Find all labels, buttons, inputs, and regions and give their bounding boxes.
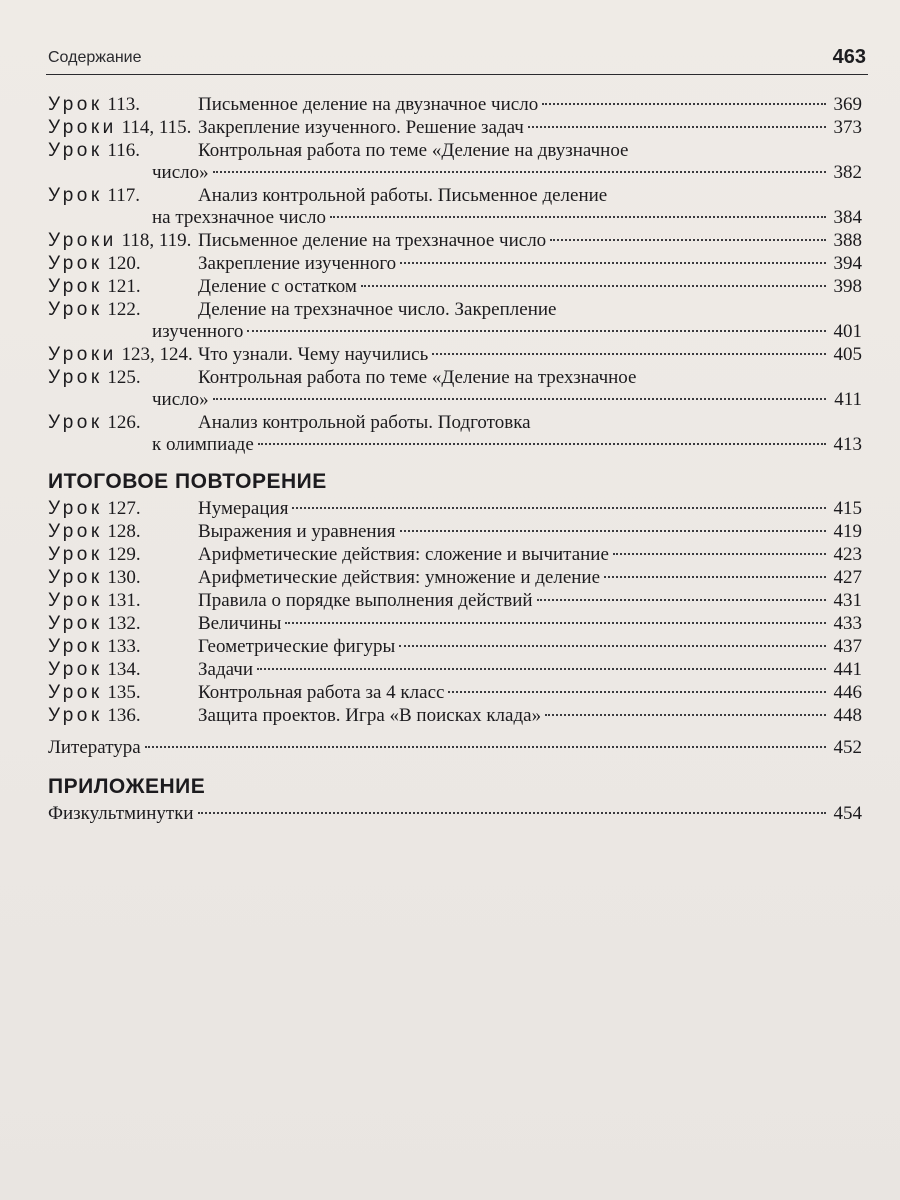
lesson-page: 401 [833, 321, 862, 342]
appendix-list [48, 803, 862, 825]
lesson-heading [48, 276, 198, 298]
dot-leader [550, 239, 826, 241]
dot-leader [613, 553, 826, 555]
dot-leader [528, 126, 826, 128]
lesson-label: Урок [48, 521, 103, 542]
lesson-label: Урок [48, 367, 103, 388]
lesson-label: Урок [48, 682, 103, 703]
lesson-page: 382 [833, 162, 862, 183]
lesson-page: 437 [833, 636, 862, 657]
lesson-title: Арифметические действия: умножение и деление [198, 567, 601, 588]
lesson-heading [48, 140, 198, 162]
lesson-label: Урок [48, 613, 103, 634]
dot-leader [213, 398, 826, 400]
lesson-heading [48, 412, 198, 434]
lesson-label: Урок [48, 412, 103, 433]
lesson-title: Геометрические фигуры [198, 636, 396, 657]
lesson-label: Урок [48, 659, 103, 680]
lesson-number: 122. [107, 299, 141, 320]
lesson-page: 433 [833, 613, 862, 634]
dot-leader [400, 262, 826, 264]
section-title-final-review: ИТОГОВОЕ ПОВТОРЕНИЕ [48, 470, 327, 493]
lesson-page: 423 [833, 544, 862, 565]
dot-leader [213, 171, 826, 173]
header-title: Содержание [48, 49, 142, 66]
toc-entry[interactable] [48, 253, 862, 275]
lesson-title: Выражения и уравнения [198, 521, 396, 542]
toc-entry-line [48, 705, 862, 727]
dot-leader [292, 507, 826, 509]
dot-leader [285, 622, 826, 624]
lesson-number: 129. [107, 544, 141, 565]
toc-entry-line [48, 230, 862, 252]
lesson-page: 369 [833, 94, 862, 115]
lesson-heading [48, 544, 198, 566]
dot-leader [145, 746, 826, 748]
toc-entry[interactable] [48, 659, 862, 681]
toc-entry-line [48, 498, 862, 520]
toc-entry-line [48, 162, 862, 184]
lesson-number: 131. [107, 590, 141, 611]
lesson-page: 419 [833, 521, 862, 542]
toc-entry[interactable] [48, 117, 862, 139]
lesson-label: Урок [48, 590, 103, 611]
toc-entry[interactable] [48, 613, 862, 635]
dot-leader [432, 353, 826, 355]
lesson-title: Что узнали. Чему научились [198, 344, 429, 365]
toc-entry[interactable] [48, 276, 862, 298]
toc-entry[interactable] [48, 367, 862, 411]
table-of-contents [48, 94, 862, 826]
lesson-label: Уроки [48, 344, 117, 365]
lesson-page: 441 [833, 659, 862, 680]
toc-entry[interactable] [48, 140, 862, 184]
lesson-title: Анализ контрольной работы. Подготовка [198, 412, 531, 433]
lesson-label: Урок [48, 299, 103, 320]
lesson-title: Контрольная работа по теме «Деление на трехзначное [198, 367, 637, 388]
lesson-label: Уроки [48, 230, 117, 251]
literature-title: Литература [48, 737, 141, 758]
lesson-title: Правила о порядке выполнения действий [198, 590, 533, 611]
lesson-title: Письменное деление на трехзначное число [198, 230, 547, 251]
toc-entry-line [48, 117, 862, 139]
lesson-title: Задачи [198, 659, 254, 680]
toc-entry[interactable] [48, 544, 862, 566]
lesson-heading [48, 521, 198, 543]
toc-entry-line [48, 94, 862, 116]
lesson-label: Урок [48, 276, 103, 297]
lesson-number: 132. [107, 613, 141, 634]
toc-entry[interactable] [48, 185, 862, 229]
dot-leader [604, 576, 826, 578]
toc-entry[interactable] [48, 590, 862, 612]
lessons-list-b [48, 498, 862, 727]
toc-entry-line [48, 544, 862, 566]
dot-leader [400, 530, 826, 532]
lesson-title: Закрепление изученного. Решение задач [198, 117, 524, 138]
lesson-heading [48, 659, 198, 681]
lesson-title: число» [152, 389, 209, 410]
lesson-page: 388 [833, 230, 862, 251]
lesson-number: 116. [107, 140, 140, 161]
toc-entry-line [48, 185, 862, 207]
lesson-number: 134. [107, 659, 141, 680]
appendix-title: Физкультминутки [48, 803, 194, 824]
toc-entry-line [48, 521, 862, 543]
toc-entry[interactable] [48, 344, 862, 366]
dot-leader [198, 812, 826, 814]
toc-entry-line [48, 389, 862, 411]
toc-entry-appendix[interactable] [48, 803, 862, 825]
lesson-number: 121. [107, 276, 141, 297]
dot-leader [448, 691, 826, 693]
dot-leader [258, 443, 826, 445]
lesson-number: 123, 124. [121, 344, 193, 365]
toc-entry[interactable] [48, 94, 862, 116]
toc-entry-literature[interactable] [48, 737, 862, 759]
lesson-number: 114, 115. [121, 117, 192, 138]
toc-entry-line [48, 207, 862, 229]
dot-leader [537, 599, 826, 601]
literature-page: 452 [833, 737, 862, 758]
toc-entry-line [48, 344, 862, 366]
lesson-page: 411 [834, 389, 862, 410]
lesson-title: Анализ контрольной работы. Письменное деление [198, 185, 608, 206]
lesson-title: Деление на трехзначное число. Закрепление [198, 299, 557, 320]
toc-entry-line [48, 659, 862, 681]
lesson-number: 113. [107, 94, 140, 115]
toc-entry-line [48, 321, 862, 343]
dot-leader [399, 645, 826, 647]
lesson-heading [48, 367, 198, 389]
lesson-page: 373 [833, 117, 862, 138]
toc-entry[interactable] [48, 299, 862, 343]
lesson-title: Закрепление изученного [198, 253, 397, 274]
toc-entry-line [48, 412, 862, 434]
lesson-number: 128. [107, 521, 141, 542]
lesson-number: 118, 119. [121, 230, 192, 251]
lesson-number: 133. [107, 636, 141, 657]
lesson-heading [48, 636, 198, 658]
toc-entry-line [48, 803, 862, 825]
toc-entry-line [48, 567, 862, 589]
lesson-label: Уроки [48, 117, 117, 138]
lesson-heading [48, 567, 198, 589]
lesson-heading [48, 682, 198, 704]
toc-entry[interactable] [48, 521, 862, 543]
header-page-number: 463 [832, 46, 866, 68]
toc-entry-line [48, 299, 862, 321]
dot-leader [257, 668, 826, 670]
lesson-title: Контрольная работа за 4 класс [198, 682, 445, 703]
toc-entry[interactable] [48, 567, 862, 589]
toc-entry-line [48, 276, 862, 298]
lesson-title: к олимпиаде [152, 434, 254, 455]
lessons-list-a [48, 94, 862, 456]
toc-entry[interactable] [48, 636, 862, 658]
lesson-page: 448 [833, 705, 862, 726]
lesson-heading [48, 344, 198, 366]
lesson-title: Арифметические действия: сложение и вычитание [198, 544, 609, 565]
toc-entry-line [48, 367, 862, 389]
lesson-number: 117. [107, 185, 140, 206]
lesson-page: 415 [833, 498, 862, 519]
lesson-number: 125. [107, 367, 141, 388]
lesson-title: число» [152, 162, 209, 183]
lesson-label: Урок [48, 498, 103, 519]
lesson-label: Урок [48, 705, 103, 726]
lesson-number: 136. [107, 705, 141, 726]
dot-leader [247, 330, 826, 332]
lesson-heading [48, 498, 198, 520]
lesson-heading [48, 299, 198, 321]
lesson-title: Величины [198, 613, 282, 634]
lesson-number: 130. [107, 567, 141, 588]
lesson-heading [48, 705, 198, 727]
dot-leader [545, 714, 826, 716]
lesson-page: 405 [833, 344, 862, 365]
dot-leader [542, 103, 826, 105]
lesson-heading [48, 94, 198, 116]
lesson-title: Деление с остатком [198, 276, 357, 297]
lesson-label: Урок [48, 567, 103, 588]
section-title-appendix: ПРИЛОЖЕНИЕ [48, 775, 206, 798]
lesson-number: 120. [107, 253, 141, 274]
toc-entry[interactable] [48, 412, 862, 456]
lesson-page: 398 [833, 276, 862, 297]
lesson-number: 135. [107, 682, 141, 703]
lesson-page: 431 [833, 590, 862, 611]
lesson-heading [48, 253, 198, 275]
lesson-label: Урок [48, 544, 103, 565]
lesson-title: Контрольная работа по теме «Деление на двузначное [198, 140, 629, 161]
lesson-title: на трехзначное число [152, 207, 326, 228]
lesson-heading [48, 590, 198, 612]
lesson-page: 427 [833, 567, 862, 588]
toc-entry-line [48, 682, 862, 704]
toc-entry-line [48, 253, 862, 275]
lesson-title: Нумерация [198, 498, 289, 519]
lesson-heading [48, 185, 198, 207]
running-header [46, 42, 868, 75]
lesson-heading [48, 230, 198, 252]
lesson-title: Защита проектов. Игра «В поисках клада» [198, 705, 542, 726]
lesson-label: Урок [48, 636, 103, 657]
lesson-title: изученного [152, 321, 244, 342]
lesson-title: Письменное деление на двузначное число [198, 94, 539, 115]
lesson-label: Урок [48, 94, 103, 115]
lesson-number: 126. [107, 412, 141, 433]
lesson-page: 446 [833, 682, 862, 703]
toc-entry[interactable] [48, 230, 862, 252]
lesson-page: 384 [833, 207, 862, 228]
dot-leader [361, 285, 826, 287]
lesson-label: Урок [48, 140, 103, 161]
toc-entry-line [48, 434, 862, 456]
lesson-number: 127. [107, 498, 141, 519]
toc-entry[interactable] [48, 498, 862, 520]
lesson-label: Урок [48, 253, 103, 274]
lesson-page: 413 [833, 434, 862, 455]
lesson-heading [48, 613, 198, 635]
appendix-page: 454 [833, 803, 862, 824]
toc-entry-line [48, 590, 862, 612]
lesson-label: Урок [48, 185, 103, 206]
lesson-heading [48, 117, 198, 139]
dot-leader [330, 216, 826, 218]
toc-entry-line [48, 613, 862, 635]
toc-entry[interactable] [48, 682, 862, 704]
toc-entry[interactable] [48, 705, 862, 727]
toc-entry-line [48, 140, 862, 162]
toc-entry-line [48, 636, 862, 658]
lesson-page: 394 [833, 253, 862, 274]
